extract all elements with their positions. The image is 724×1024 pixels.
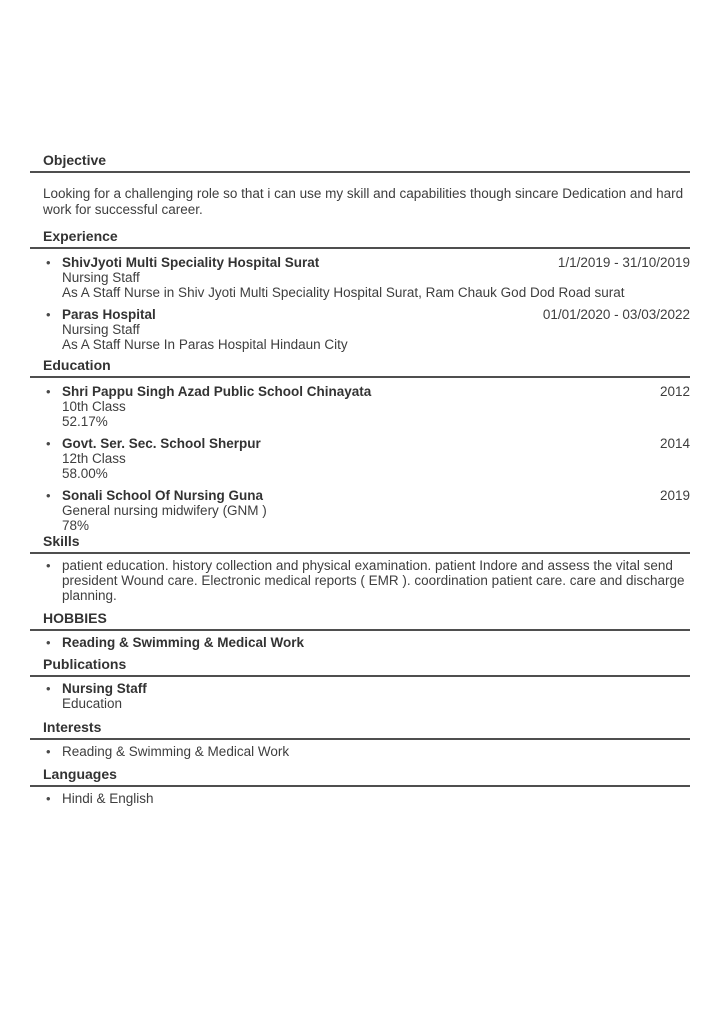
education-year: 2014 — [659, 436, 690, 451]
experience-dates: 1/1/2019 - 31/10/2019 — [557, 255, 690, 270]
education-score: 52.17% — [62, 414, 108, 429]
bullet-icon: • — [46, 744, 51, 759]
experience-item — [30, 255, 690, 300]
education-degree: 10th Class — [62, 399, 126, 414]
education-degree: General nursing midwifery (GNM ) — [62, 503, 267, 518]
education-school: Shri Pappu Singh Azad Public School Chinayata — [62, 384, 372, 399]
bullet-icon: • — [46, 488, 51, 503]
section-interests — [30, 719, 690, 759]
interests-text: Reading & Swimming & Medical Work — [62, 744, 290, 759]
experience-item-header — [62, 255, 690, 270]
languages-item — [30, 791, 690, 806]
education-school: Sonali School Of Nursing Guna — [62, 488, 264, 503]
education-item-header — [62, 436, 690, 451]
experience-org: ShivJyoti Multi Speciality Hospital Surat — [62, 255, 320, 270]
hobbies-heading: HOBBIES — [30, 610, 690, 631]
experience-role: Nursing Staff — [62, 270, 140, 285]
education-school: Govt. Ser. Sec. School Sherpur — [62, 436, 261, 451]
bullet-icon: • — [46, 436, 51, 451]
education-year: 2019 — [659, 488, 690, 503]
bullet-icon: • — [46, 791, 51, 806]
section-education — [30, 357, 690, 533]
languages-text: Hindi & English — [62, 791, 154, 806]
bullet-icon: • — [46, 681, 51, 696]
bullet-icon: • — [46, 307, 51, 322]
publication-item — [30, 681, 690, 711]
interests-item — [30, 744, 690, 759]
interests-list — [30, 740, 690, 759]
experience-description: As A Staff Nurse in Shiv Jyoti Multi Speciality Hospital Surat, Ram Chauk God Dod Road surat — [62, 285, 625, 300]
section-languages — [30, 766, 690, 806]
education-year: 2012 — [659, 384, 690, 399]
education-list — [30, 378, 690, 533]
languages-list — [30, 787, 690, 806]
section-hobbies — [30, 610, 690, 650]
publications-heading: Publications — [30, 656, 690, 677]
education-score: 78% — [62, 518, 90, 533]
experience-role: Nursing Staff — [62, 322, 140, 337]
bullet-icon: • — [46, 635, 51, 650]
resume-content — [30, 152, 690, 806]
bullet-icon: • — [46, 384, 51, 399]
experience-heading: Experience — [30, 228, 690, 249]
skills-text: patient education. history collection and physical examination. patient Indore and assess the vital send president Wound care. Electronic medical reports ( EMR ). coordination patient care. care and discharge planning. — [62, 558, 685, 603]
experience-item — [30, 307, 690, 352]
bullet-icon: • — [46, 255, 51, 270]
section-publications — [30, 656, 690, 711]
experience-item-header — [62, 307, 690, 322]
experience-org: Paras Hospital — [62, 307, 156, 322]
interests-heading: Interests — [30, 719, 690, 740]
education-item — [30, 384, 690, 429]
skills-heading: Skills — [30, 533, 690, 554]
publication-subtitle: Education — [62, 696, 123, 711]
section-skills — [30, 533, 690, 603]
education-score: 58.00% — [62, 466, 108, 481]
languages-heading: Languages — [30, 766, 690, 787]
education-item-header — [62, 488, 690, 503]
education-degree: 12th Class — [62, 451, 126, 466]
education-item — [30, 488, 690, 533]
education-item — [30, 436, 690, 481]
publication-title: Nursing Staff — [62, 681, 147, 696]
bullet-icon: • — [46, 558, 51, 573]
hobbies-item — [30, 635, 690, 650]
section-experience — [30, 228, 690, 352]
objective-text: Looking for a challenging role so that i can use my skill and capabilities though sincare Dedication and hard work for successful career. — [43, 186, 684, 217]
hobbies-text: Reading & Swimming & Medical Work — [62, 635, 305, 650]
publications-list — [30, 677, 690, 711]
education-item-header — [62, 384, 690, 399]
section-objective — [30, 152, 690, 217]
skills-list — [30, 554, 690, 603]
experience-list — [30, 249, 690, 352]
experience-dates: 01/01/2020 - 03/03/2022 — [542, 307, 690, 322]
education-heading: Education — [30, 357, 690, 378]
objective-heading: Objective — [30, 152, 690, 173]
skills-item — [30, 558, 690, 603]
hobbies-list — [30, 631, 690, 650]
experience-description: As A Staff Nurse In Paras Hospital Hindaun City — [62, 337, 348, 352]
